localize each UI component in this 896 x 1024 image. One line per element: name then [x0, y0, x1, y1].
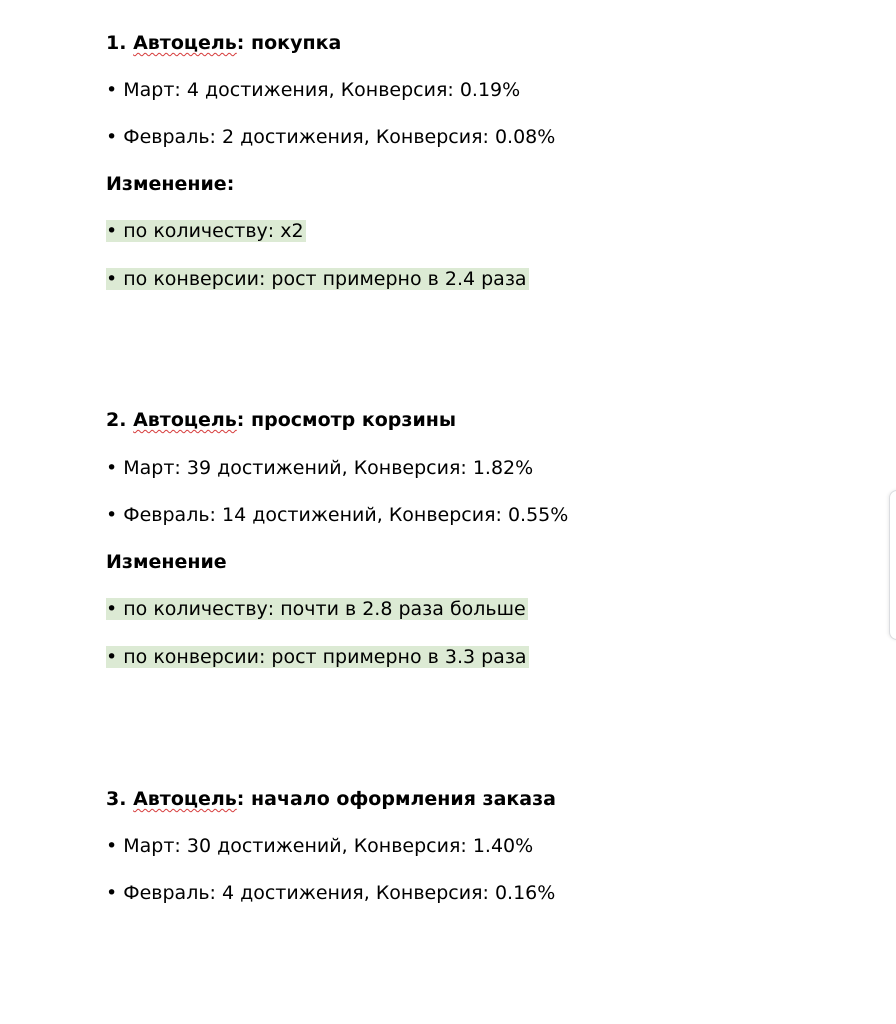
section-2-february: • Февраль: 14 достижений, Конверсия: 0.55%	[106, 504, 569, 526]
section-1-by-count-line	[106, 217, 306, 245]
section-1-by-conversion-line	[106, 265, 529, 293]
section-1-march: • Март: 4 достижения, Конверсия: 0.19%	[106, 79, 521, 101]
section-3-number: 3.	[106, 788, 127, 810]
section-2-by-count: • по количеству: почти в 2.8 раза больше	[106, 598, 526, 620]
section-2-by-count-line	[106, 595, 528, 623]
section-1-by-count: • по количеству: x2	[106, 220, 304, 242]
section-2-march: • Март: 39 достижений, Конверсия: 1.82%	[106, 457, 534, 479]
section-3-march: • Март: 30 достижений, Конверсия: 1.40%	[106, 835, 534, 857]
section-1-goal-word: Автоцель	[133, 32, 237, 54]
section-2-by-conversion: • по конверсии: рост примерно в 3.3 раза	[106, 646, 527, 668]
section-1-heading	[106, 29, 341, 57]
section-1-by-conversion: • по конверсии: рост примерно в 2.4 раза	[106, 268, 527, 290]
side-panel-handle[interactable]	[889, 490, 896, 640]
section-3-goal-word: Автоцель	[133, 788, 237, 810]
section-2-goal-name: : просмотр корзины	[236, 409, 457, 431]
section-3-goal-name: : начало оформления заказа	[236, 788, 556, 810]
section-1-number: 1.	[106, 32, 127, 54]
section-3-heading	[106, 785, 556, 813]
section-2-number: 2.	[106, 409, 127, 431]
section-2-goal-word: Автоцель	[133, 409, 237, 431]
section-2-heading	[106, 406, 456, 434]
section-1-goal-name: : покупка	[236, 32, 342, 54]
section-3-february: • Февраль: 4 достижения, Конверсия: 0.16%	[106, 882, 556, 904]
section-2-by-conversion-line	[106, 643, 529, 671]
section-1-february: • Февраль: 2 достижения, Конверсия: 0.08%	[106, 126, 556, 148]
section-1-change-label: Изменение:	[106, 173, 235, 195]
section-2-change-label: Изменение	[106, 551, 227, 573]
